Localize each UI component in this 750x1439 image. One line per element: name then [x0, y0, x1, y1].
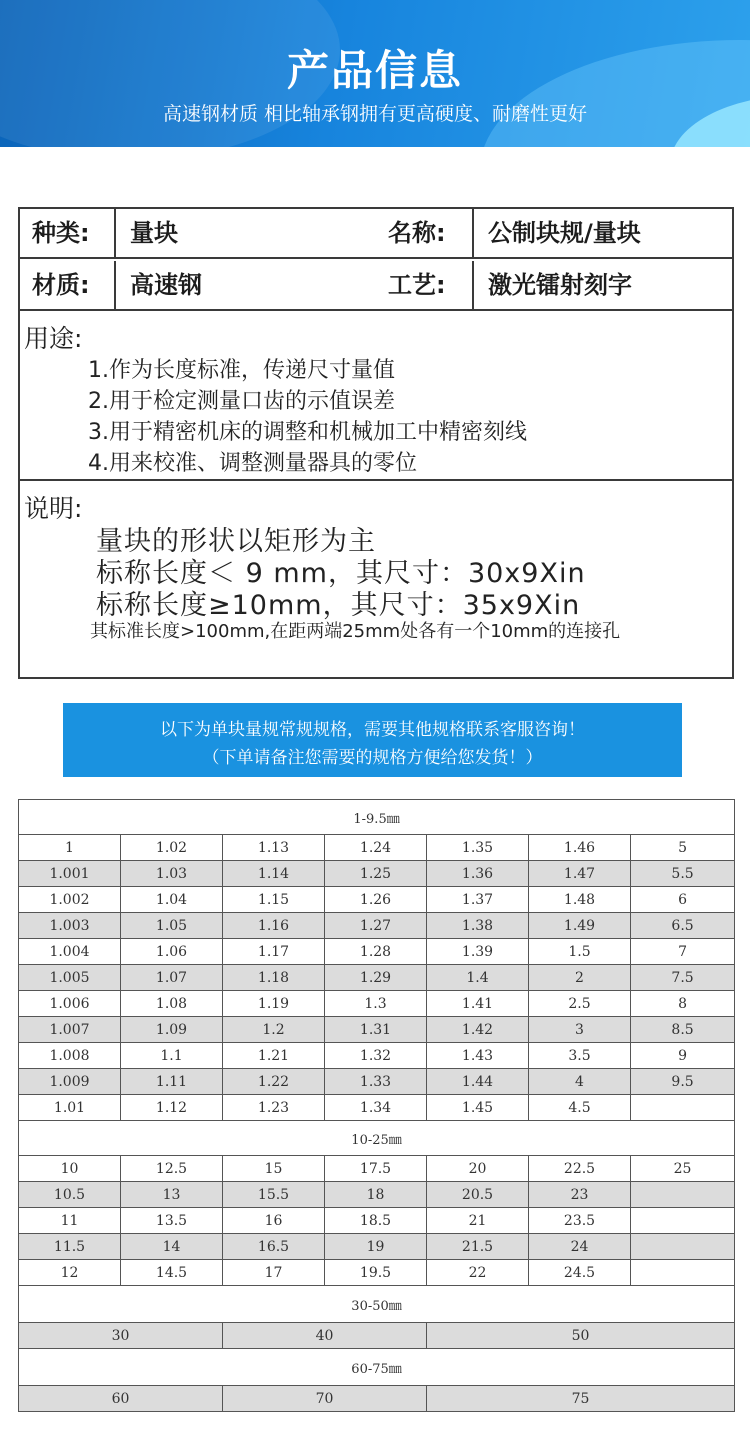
table-cell: 5 [631, 835, 735, 861]
spec-section-title: 60-75㎜ [19, 1349, 735, 1386]
table-cell: 1.23 [223, 1095, 325, 1121]
table-cell: 1.16 [223, 913, 325, 939]
table-cell: 22.5 [529, 1156, 631, 1182]
table-cell: 12 [19, 1260, 121, 1286]
table-cell: 1.08 [121, 991, 223, 1017]
notice-line: 以下为单块量规常规规格，需要其他规格联系客服咨询！ [160, 720, 585, 740]
description-line: 量块的形状以矩形为主 [96, 526, 376, 557]
table-cell: 40 [223, 1323, 427, 1349]
table-row [19, 861, 735, 887]
table-cell: 1.2 [223, 1017, 325, 1043]
table-cell: 1.18 [223, 965, 325, 991]
table-cell [631, 1095, 735, 1121]
table-cell: 1.43 [427, 1043, 529, 1069]
table-cell: 17.5 [325, 1156, 427, 1182]
table-cell: 6.5 [631, 913, 735, 939]
table-cell: 19 [325, 1234, 427, 1260]
table-cell: 6 [631, 887, 735, 913]
table-row [19, 1208, 735, 1234]
table-row [19, 1260, 735, 1286]
table-cell: 15.5 [223, 1182, 325, 1208]
table-cell: 1.002 [19, 887, 121, 913]
table-cell: 5.5 [631, 861, 735, 887]
table-cell: 25 [631, 1156, 735, 1182]
divider [114, 209, 116, 257]
spec-notice [63, 703, 682, 777]
description-note: 其标准长度>100mm,在距两端25mm处各有一个10mm的连接孔 [90, 621, 621, 642]
table-cell: 1.04 [121, 887, 223, 913]
table-cell: 16.5 [223, 1234, 325, 1260]
table-cell: 23.5 [529, 1208, 631, 1234]
type-label: 种类: [32, 219, 90, 247]
table-cell: 19.5 [325, 1260, 427, 1286]
table-cell: 9 [631, 1043, 735, 1069]
notice-line: （下单请备注您需要的规格方便给您发货！） [202, 748, 543, 768]
table-cell: 75 [427, 1386, 735, 1412]
table-cell: 30 [19, 1323, 223, 1349]
table-cell: 1.34 [325, 1095, 427, 1121]
name-label: 名称: [388, 219, 446, 247]
spec-section-header [19, 1286, 735, 1323]
table-cell [631, 1260, 735, 1286]
table-cell: 21.5 [427, 1234, 529, 1260]
table-cell: 1.001 [19, 861, 121, 887]
table-cell: 1.1 [121, 1043, 223, 1069]
table-cell: 1.009 [19, 1069, 121, 1095]
table-cell: 1.41 [427, 991, 529, 1017]
info-row-type [20, 209, 732, 259]
table-cell: 13 [121, 1182, 223, 1208]
table-cell: 1.03 [121, 861, 223, 887]
header-banner [0, 0, 750, 147]
divider [472, 261, 474, 309]
table-cell: 20 [427, 1156, 529, 1182]
table-cell [631, 1182, 735, 1208]
table-cell: 7 [631, 939, 735, 965]
spec-section-header [19, 1121, 735, 1156]
table-cell: 11.5 [19, 1234, 121, 1260]
description-heading: 说明: [24, 494, 83, 523]
usage-item: 3.用于精密机床的调整和机械加工中精密刻线 [88, 420, 527, 445]
table-cell: 1.45 [427, 1095, 529, 1121]
table-cell: 1.21 [223, 1043, 325, 1069]
table-cell [631, 1208, 735, 1234]
table-cell: 14.5 [121, 1260, 223, 1286]
table-cell: 24 [529, 1234, 631, 1260]
usage-heading: 用途: [24, 324, 83, 353]
table-cell: 1.48 [529, 887, 631, 913]
table-cell: 17 [223, 1260, 325, 1286]
table-cell: 70 [223, 1386, 427, 1412]
table-cell: 9.5 [631, 1069, 735, 1095]
spec-section-header [19, 1349, 735, 1386]
table-cell: 1.008 [19, 1043, 121, 1069]
spec-table [18, 799, 735, 1412]
table-cell: 1.38 [427, 913, 529, 939]
table-cell: 3.5 [529, 1043, 631, 1069]
table-cell: 8.5 [631, 1017, 735, 1043]
usage-item: 4.用来校准、调整测量器具的零位 [88, 451, 417, 476]
table-row [19, 1017, 735, 1043]
table-cell: 1.39 [427, 939, 529, 965]
table-cell: 1.11 [121, 1069, 223, 1095]
table-row [19, 991, 735, 1017]
table-cell: 1.01 [19, 1095, 121, 1121]
name-value: 公制块规/量块 [488, 219, 641, 247]
divider [472, 209, 474, 257]
table-cell: 1.25 [325, 861, 427, 887]
table-cell: 1.14 [223, 861, 325, 887]
table-cell: 1.02 [121, 835, 223, 861]
table-cell: 1.13 [223, 835, 325, 861]
table-cell: 4 [529, 1069, 631, 1095]
description-line: 标称长度≥10mm，其尺寸：35x9Xin [96, 590, 581, 621]
table-cell: 11 [19, 1208, 121, 1234]
table-cell: 24.5 [529, 1260, 631, 1286]
table-cell: 1.33 [325, 1069, 427, 1095]
table-cell: 1.49 [529, 913, 631, 939]
table-cell: 1.09 [121, 1017, 223, 1043]
table-cell: 2 [529, 965, 631, 991]
table-row [19, 1234, 735, 1260]
table-row [19, 1182, 735, 1208]
table-cell: 13.5 [121, 1208, 223, 1234]
table-row [19, 1323, 735, 1349]
table-cell: 1 [19, 835, 121, 861]
table-cell: 1.003 [19, 913, 121, 939]
table-cell: 1.36 [427, 861, 529, 887]
table-cell: 1.31 [325, 1017, 427, 1043]
table-cell: 18 [325, 1182, 427, 1208]
table-row [19, 1156, 735, 1182]
table-cell: 1.05 [121, 913, 223, 939]
table-cell: 14 [121, 1234, 223, 1260]
table-cell [631, 1234, 735, 1260]
table-row [19, 1043, 735, 1069]
table-cell: 1.35 [427, 835, 529, 861]
table-cell: 1.19 [223, 991, 325, 1017]
table-cell: 1.24 [325, 835, 427, 861]
table-cell: 1.004 [19, 939, 121, 965]
table-cell: 20.5 [427, 1182, 529, 1208]
table-cell: 4.5 [529, 1095, 631, 1121]
table-cell: 1.44 [427, 1069, 529, 1095]
table-row [19, 835, 735, 861]
info-row-material [20, 261, 732, 311]
description-line: 标称长度＜ 9 mm，其尺寸：30x9Xin [96, 558, 586, 589]
table-cell: 1.28 [325, 939, 427, 965]
table-cell: 21 [427, 1208, 529, 1234]
table-cell: 10 [19, 1156, 121, 1182]
usage-item: 1.作为长度标准，传递尺寸量值 [88, 358, 395, 383]
table-cell: 1.12 [121, 1095, 223, 1121]
table-row [19, 939, 735, 965]
table-row [19, 1069, 735, 1095]
table-cell: 2.5 [529, 991, 631, 1017]
table-cell: 1.15 [223, 887, 325, 913]
table-cell: 22 [427, 1260, 529, 1286]
table-row [19, 887, 735, 913]
table-cell: 10.5 [19, 1182, 121, 1208]
process-label: 工艺: [388, 271, 446, 299]
table-cell: 1.005 [19, 965, 121, 991]
divider [114, 261, 116, 309]
material-value: 高速钢 [130, 271, 202, 299]
table-cell: 3 [529, 1017, 631, 1043]
table-cell: 1.47 [529, 861, 631, 887]
table-row [19, 913, 735, 939]
table-row [19, 965, 735, 991]
table-cell: 60 [19, 1386, 223, 1412]
spec-section-header [19, 800, 735, 835]
table-cell: 1.17 [223, 939, 325, 965]
table-cell: 12.5 [121, 1156, 223, 1182]
table-row [19, 1386, 735, 1412]
table-cell: 1.07 [121, 965, 223, 991]
table-cell: 1.3 [325, 991, 427, 1017]
table-cell: 23 [529, 1182, 631, 1208]
product-info-box [18, 207, 734, 679]
usage-item: 2.用于检定测量口齿的示值误差 [88, 389, 395, 414]
material-label: 材质: [32, 271, 90, 299]
table-cell: 1.46 [529, 835, 631, 861]
table-cell: 1.5 [529, 939, 631, 965]
table-cell: 1.06 [121, 939, 223, 965]
page-subtitle: 高速钢材质 相比轴承钢拥有更高硬度、耐磨性更好 [162, 103, 588, 125]
table-cell: 1.007 [19, 1017, 121, 1043]
type-value: 量块 [130, 219, 178, 247]
table-cell: 1.26 [325, 887, 427, 913]
table-cell: 18.5 [325, 1208, 427, 1234]
process-value: 激光镭射刻字 [488, 271, 632, 299]
table-cell: 8 [631, 991, 735, 1017]
spec-section-title: 30-50㎜ [19, 1286, 735, 1323]
spec-section-title: 10-25㎜ [19, 1121, 735, 1156]
table-cell: 1.32 [325, 1043, 427, 1069]
description-section [20, 481, 732, 677]
table-cell: 1.37 [427, 887, 529, 913]
table-cell: 1.006 [19, 991, 121, 1017]
table-cell: 1.42 [427, 1017, 529, 1043]
table-cell: 1.4 [427, 965, 529, 991]
page-title: 产品信息 [286, 46, 463, 95]
table-row [19, 1095, 735, 1121]
table-cell: 15 [223, 1156, 325, 1182]
table-cell: 1.29 [325, 965, 427, 991]
usage-section [20, 313, 732, 481]
table-cell: 50 [427, 1323, 735, 1349]
table-cell: 1.27 [325, 913, 427, 939]
table-cell: 7.5 [631, 965, 735, 991]
spec-section-title: 1-9.5㎜ [19, 800, 735, 835]
table-cell: 1.22 [223, 1069, 325, 1095]
table-cell: 16 [223, 1208, 325, 1234]
